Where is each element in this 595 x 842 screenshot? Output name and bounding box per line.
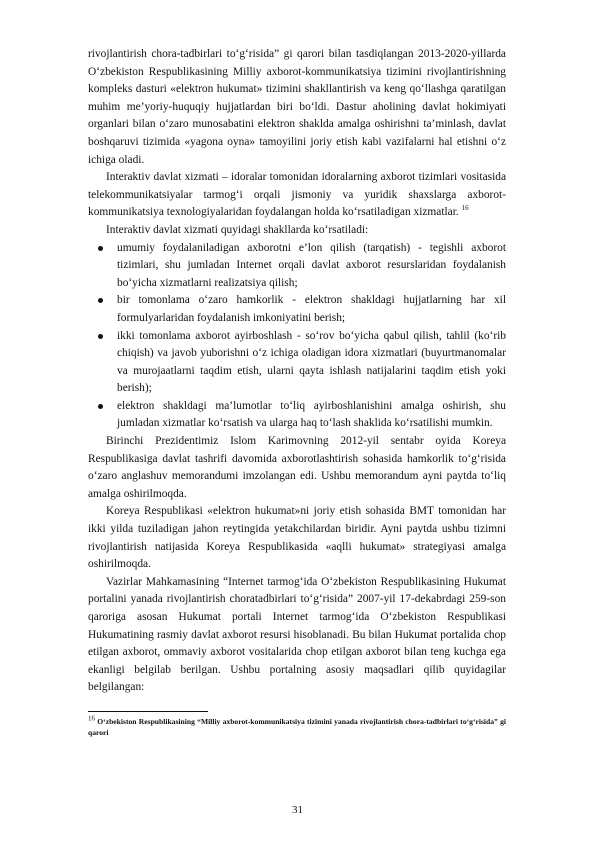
- paragraph-4: Birinchi Prezidentimiz Islom Karimovning 2012-yil sentabr oyida Koreya Respublikasiga davlat tashrifi davomida axborotlashtirish sohasida hamkorlik to‘g‘risida o‘zaro anglashuv memorandumi imzolangan edi. Ushbu memorandum ayni paytda to‘liq amalga oshirilmoqda.: [88, 435, 506, 500]
- paragraph-5: Koreya Respublikasi «elektron hukumat»ni joriy etish sohasida BMT tomonidan har ikki yilda tuziladigan jahon reytingida yetakchilardan biridir. Ayni paytda ushbu tizimni rivojlantirish natijasida Koreya Respublikasida «aqlli hukumat» strategiyasi amalga oshirilmoqda.: [88, 505, 506, 571]
- footnote-ref[interactable]: 16: [461, 204, 469, 213]
- bullet-icon: [98, 298, 103, 303]
- footnote-text: O‘zbekiston Respublikasining “Milliy axborot-kommunikatsiya tizimini yanada rivojlantirish chora-tadbirlari to‘g‘risida” gi qarori: [88, 716, 506, 737]
- bullet-icon: [98, 404, 103, 409]
- document-page: [88, 46, 506, 738]
- paragraph-6: Vazirlar Mahkamasining “Internet tarmog‘ida O‘zbekiston Respublikasining Hukumat portalini yanada rivojlantirish choratadbirlari to‘g‘risida” 2007-yil 17-dekabrdagi 259-son qaroriga asosan Hukumat portali Internet tarmog‘ida O‘zbekiston Respublikasi Hukumatining rasmiy davlat axborot resursi hisoblanadi. Bu bilan Hukumat portalida chop etilgan axborot, ommaviy axborot vositalarida chop etilgan axborot bilan teng kuchga ega ekanligi belgilab berilgan. Ushbu portalning asosiy maqsadlari qilib quyidagilar belgilangan:: [88, 575, 506, 694]
- footnote-divider: [88, 711, 208, 712]
- paragraph-2: [88, 169, 506, 222]
- list-item: elektron shakldagi ma’lumotlar to‘liq ayirboshlanishini amalga oshirish, shu jumladan xizmatlar ko‘rsatish va ularga haq to‘lash shaklida ko‘rsatilishi mumkin.: [117, 398, 506, 433]
- footnote: [88, 716, 506, 738]
- footnote-number: 16: [88, 714, 95, 723]
- list-item: bir tomonlama o‘zaro hamkorlik - elektron shakldagi hujjatlarning har xil formulyarlaridan foydalanish imkoniyatini berish;: [117, 292, 506, 327]
- paragraph-3: Interaktiv davlat xizmati quyidagi shakllarda ko‘rsatiladi:: [106, 223, 369, 236]
- page-number: 31: [292, 804, 303, 816]
- bullet-icon: [98, 246, 103, 251]
- bullet-icon: [98, 334, 103, 339]
- list-item: ikki tomonlama axborot ayirboshlash - so‘rov bo‘yicha qabul qilish, tahlil (ko‘rib chiqish) va javob yuborishni o‘z ichiga oladigan idora xizmatlari (buyurtmanomalar va murojaatlarni taqdim etish, ularni qayta ishlash natijalarini taqdim etish yoki berish);: [117, 328, 506, 398]
- paragraph-1: rivojlantirish chora-tadbirlari to‘g‘risida” gi qarori bilan tasdiqlangan 2013-2020-yillarda O‘zbekiston Respublikasining Milliy axborot-kommunikatsiya tizimini rivojlantirishning kompleks dasturi «elektron hukumat» tizimini shakllantirish va keng qo‘llashga qaratilgan muhim me’yoriy-huquqiy hujjatlardan biri bo‘ldi. Dastur aholining davlat hokimiyati organlari bilan o‘zaro munosabatini elektron shaklda amalga oshirishni ta’minlash, davlat boshqaruvi tizimida «yagona oyna» tamoyilini joriy etish kabi vazifalarni hal etishni o‘z ichiga oladi.: [88, 48, 506, 166]
- list-item: umumiy foydalaniladigan axborotni e’lon qilish (tarqatish) - tegishli axborot tizimlari, shu jumladan Internet orqali davlat axborot resurslaridan foydalanish bo‘yicha xizmatlarni realizatsiya qilish;: [117, 240, 506, 293]
- bullet-list: [88, 240, 506, 434]
- paragraph-2-text: Interaktiv davlat xizmati – idoralar tomonidan idoralarning axborot tizimlari vositasida telekommunikatsiyalar tarmog‘i orqali jismoniy va yuridik shaxslarga axborot-kommunikatsiya texnologiyalaridan foydalangan holda ko‘rsatiladigan xizmatlar.: [88, 171, 506, 219]
